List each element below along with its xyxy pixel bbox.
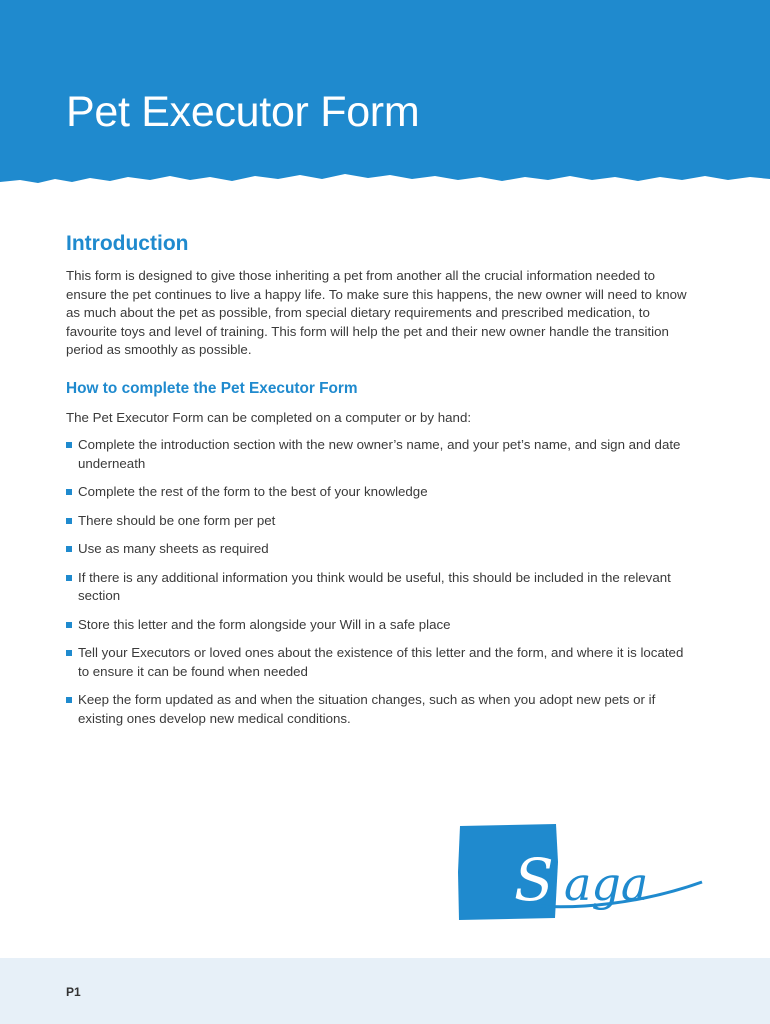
list-item-text: Keep the form updated as and when the situation changes, such as when you adopt new pets or if existing ones develop new medical conditions.	[78, 692, 656, 726]
bullet-icon	[66, 575, 72, 581]
bullet-icon	[66, 697, 72, 703]
list-item-text: Tell your Executors or loved ones about the existence of this letter and the form, and where it is located to ensure it can be found when needed	[78, 645, 684, 679]
list-item	[66, 569, 696, 606]
list-item-text: Complete the rest of the form to the best of your knowledge	[78, 484, 428, 499]
list-item	[66, 483, 696, 502]
svg-text:aga: aga	[564, 857, 649, 911]
list-item-text: If there is any additional information you think would be useful, this should be included in the relevant section	[78, 569, 671, 603]
bullet-icon	[66, 546, 72, 552]
page-title: Pet Executor Form	[66, 88, 420, 136]
bullet-icon	[66, 489, 72, 495]
introduction-text: This form is designed to give those inheriting a pet from another all the crucial information needed to ensure the pet continues to live a happy life. To make sure this happens, the new owner will need to know as much about the pet as possible, from special dietary requirements and prescribed medication, to favourite toys and level of training. This form will help the pet and their new owner handle the transition period as smoothly as possible.	[66, 268, 687, 357]
header-banner	[0, 0, 770, 190]
list-item	[66, 644, 696, 681]
list-item	[66, 540, 696, 559]
bullet-icon	[66, 650, 72, 656]
instructions-list	[66, 436, 696, 728]
list-item-text: Store this letter and the form alongside your Will in a safe place	[78, 616, 451, 632]
torn-edge	[0, 168, 770, 194]
introduction-heading: Introduction	[66, 232, 189, 255]
footer-band	[0, 958, 770, 1024]
bullet-icon	[66, 518, 72, 524]
bullet-icon	[66, 442, 72, 448]
list-item	[66, 616, 696, 635]
list-item-text: Use as many sheets as required	[78, 541, 269, 556]
list-item-text: Complete the introduction section with the new owner’s name, and your pet’s name, and sign and date underneath	[78, 437, 681, 471]
list-item	[66, 512, 696, 531]
list-item	[66, 436, 696, 473]
page-number: P1	[66, 985, 81, 999]
how-to-heading: How to complete the Pet Executor Form	[66, 379, 358, 397]
bullet-icon	[66, 622, 72, 628]
main-content	[66, 232, 696, 738]
saga-logo	[456, 822, 706, 922]
list-item-text: There should be one form per pet	[78, 512, 276, 528]
how-to-lead: The Pet Executor Form can be completed on a computer or by hand:	[66, 409, 472, 425]
list-item	[66, 691, 696, 728]
svg-text:S: S	[514, 846, 554, 914]
